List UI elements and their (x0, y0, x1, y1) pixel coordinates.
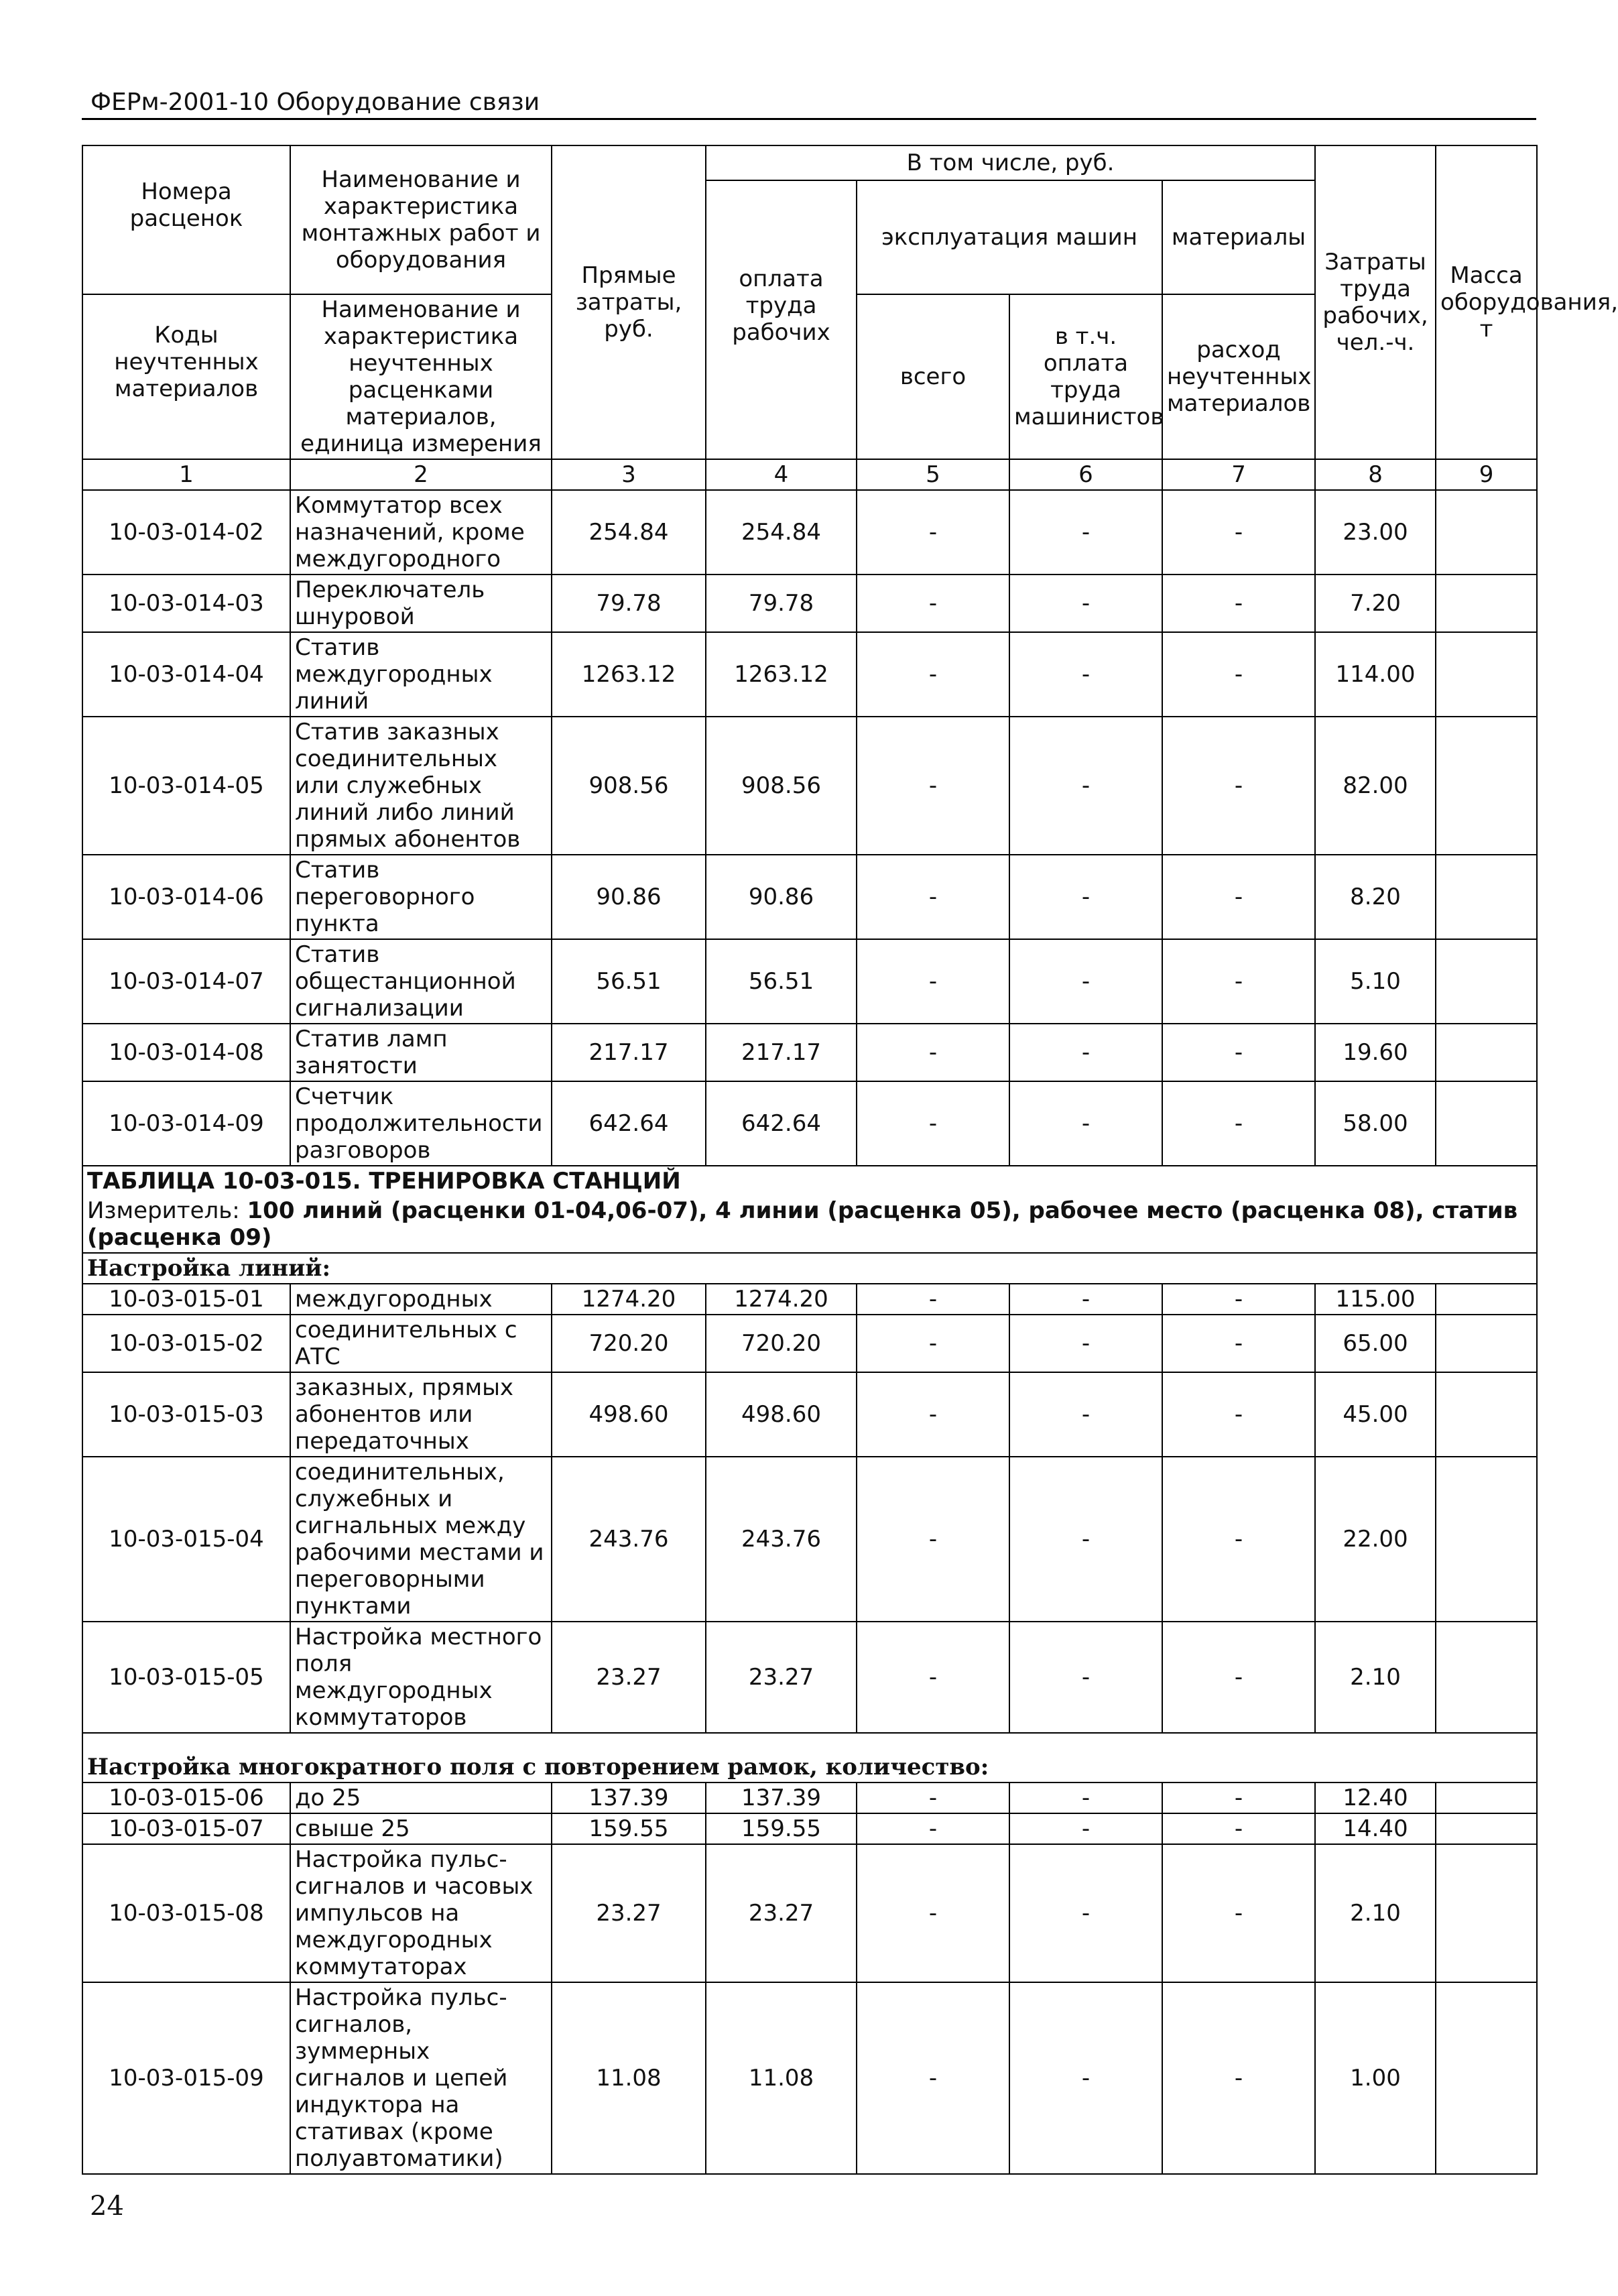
rate-code: 10-03-015-01 (82, 1284, 290, 1315)
equipment-mass (1436, 1813, 1537, 1844)
work-name: до 25 (290, 1783, 552, 1813)
labor-hours: 58.00 (1315, 1081, 1436, 1166)
table-row (82, 632, 1537, 717)
machine-operation: - (857, 490, 1009, 575)
materials: - (1162, 1024, 1315, 1081)
table-row (82, 1622, 1537, 1733)
table-row (82, 1081, 1537, 1166)
materials: - (1162, 1813, 1315, 1844)
machine-operation: - (857, 1982, 1009, 2174)
direct-costs: 1263.12 (552, 632, 706, 717)
materials: - (1162, 1783, 1315, 1813)
table-row (82, 1315, 1537, 1372)
machine-operation: - (857, 575, 1009, 632)
rate-code: 10-03-015-08 (82, 1844, 290, 1982)
machinist-pay: - (1009, 1315, 1162, 1372)
machinist-pay: - (1009, 1844, 1162, 1982)
rate-code: 10-03-014-03 (82, 575, 290, 632)
equipment-mass (1436, 1081, 1537, 1166)
machinist-pay: - (1009, 1622, 1162, 1733)
labor-pay: 137.39 (706, 1783, 857, 1813)
rate-code: 10-03-014-02 (82, 490, 290, 575)
machine-operation: - (857, 939, 1009, 1024)
materials: - (1162, 490, 1315, 575)
machinist-pay: - (1009, 575, 1162, 632)
labor-pay: 23.27 (706, 1622, 857, 1733)
labor-hours: 82.00 (1315, 717, 1436, 855)
labor-pay: 217.17 (706, 1024, 857, 1081)
labor-hours: 115.00 (1315, 1284, 1436, 1315)
machinist-pay: - (1009, 1457, 1162, 1622)
equipment-mass (1436, 939, 1537, 1024)
labor-pay: 1274.20 (706, 1284, 857, 1315)
header-total: всего (857, 294, 1009, 459)
machine-operation: - (857, 1284, 1009, 1315)
materials: - (1162, 855, 1315, 939)
table-row (82, 1284, 1537, 1315)
work-name: Настройка местного поля междугородных коммутаторов (290, 1622, 552, 1733)
direct-costs: 137.39 (552, 1783, 706, 1813)
labor-hours: 23.00 (1315, 490, 1436, 575)
rate-code: 10-03-014-04 (82, 632, 290, 717)
labor-hours: 114.00 (1315, 632, 1436, 717)
direct-costs: 159.55 (552, 1813, 706, 1844)
header-labor-pay: оплата труда рабочих (706, 180, 857, 459)
equipment-mass (1436, 717, 1537, 855)
direct-costs: 11.08 (552, 1982, 706, 2174)
header-rate-numbers: Номера расценок (82, 145, 290, 294)
table-row (82, 1844, 1537, 1982)
labor-hours: 45.00 (1315, 1372, 1436, 1457)
direct-costs: 642.64 (552, 1081, 706, 1166)
column-number: 9 (1436, 459, 1537, 490)
machinist-pay: - (1009, 939, 1162, 1024)
table-row (82, 855, 1537, 939)
machine-operation: - (857, 1024, 1009, 1081)
table-row (82, 1457, 1537, 1622)
machine-operation: - (857, 1844, 1009, 1982)
rate-code: 10-03-014-07 (82, 939, 290, 1024)
labor-pay: 90.86 (706, 855, 857, 939)
column-number: 5 (857, 459, 1009, 490)
materials: - (1162, 939, 1315, 1024)
materials: - (1162, 1081, 1315, 1166)
equipment-mass (1436, 1372, 1537, 1457)
column-numbers-row (82, 459, 1537, 490)
header-uncounted-codes: Коды неучтенных материалов (82, 294, 290, 459)
rate-code: 10-03-014-06 (82, 855, 290, 939)
equipment-mass (1436, 855, 1537, 939)
header-labor-costs: Затраты труда рабочих, чел.-ч. (1315, 145, 1436, 459)
labor-hours: 8.20 (1315, 855, 1436, 939)
table-015b-body (82, 1783, 1537, 2174)
header-name-bottom: Наименование и характеристика неучтенных расценками материалов, единица измерения (290, 294, 552, 459)
direct-costs: 23.27 (552, 1844, 706, 1982)
labor-hours: 14.40 (1315, 1813, 1436, 1844)
materials: - (1162, 1622, 1315, 1733)
table-015-title: ТАБЛИЦА 10-03-015. ТРЕНИРОВКА СТАНЦИЙ (82, 1166, 1537, 1196)
labor-hours: 5.10 (1315, 939, 1436, 1024)
table-row (82, 939, 1537, 1024)
materials: - (1162, 1372, 1315, 1457)
column-number: 1 (82, 459, 290, 490)
work-name: заказных, прямых абонентов или передаточных (290, 1372, 552, 1457)
work-name: Коммутатор всех назначений, кроме междугородного (290, 490, 552, 575)
direct-costs: 908.56 (552, 717, 706, 855)
running-header: ФЕРм-2001-10 Оборудование связи (90, 88, 540, 116)
header-materials: материалы (1162, 180, 1315, 294)
machine-operation: - (857, 1622, 1009, 1733)
table-row (82, 717, 1537, 855)
section-line-setup: Настройка линий: (82, 1253, 1537, 1284)
header-machine-operation: эксплуатация машин (857, 180, 1162, 294)
header-name-top: Наименование и характеристика монтажных работ и оборудования (290, 145, 552, 294)
direct-costs: 217.17 (552, 1024, 706, 1081)
labor-pay: 720.20 (706, 1315, 857, 1372)
machine-operation: - (857, 632, 1009, 717)
labor-pay: 254.84 (706, 490, 857, 575)
machinist-pay: - (1009, 1284, 1162, 1315)
equipment-mass (1436, 1315, 1537, 1372)
labor-hours: 12.40 (1315, 1783, 1436, 1813)
work-name: Статив междугородных линий (290, 632, 552, 717)
column-number: 4 (706, 459, 857, 490)
materials: - (1162, 717, 1315, 855)
table-015a-body (82, 1284, 1537, 1733)
direct-costs: 90.86 (552, 855, 706, 939)
labor-pay: 498.60 (706, 1372, 857, 1457)
machinist-pay: - (1009, 1081, 1162, 1166)
work-name: соединительных, служебных и сигнальных между рабочими местами и переговорными пунктами (290, 1457, 552, 1622)
labor-pay: 56.51 (706, 939, 857, 1024)
machinist-pay: - (1009, 1372, 1162, 1457)
equipment-mass (1436, 1982, 1537, 2174)
machine-operation: - (857, 717, 1009, 855)
rate-code: 10-03-015-03 (82, 1372, 290, 1457)
labor-pay: 23.27 (706, 1844, 857, 1982)
machine-operation: - (857, 1813, 1009, 1844)
column-number: 2 (290, 459, 552, 490)
equipment-mass (1436, 575, 1537, 632)
labor-hours: 19.60 (1315, 1024, 1436, 1081)
direct-costs: 720.20 (552, 1315, 706, 1372)
labor-hours: 1.00 (1315, 1982, 1436, 2174)
table-row (82, 1783, 1537, 1813)
machine-operation: - (857, 1315, 1009, 1372)
header-direct-costs: Прямые затраты, руб. (552, 145, 706, 459)
table-014-body (82, 490, 1537, 1166)
work-name: Статив заказных соединительных или служебных линий либо линий прямых абонентов (290, 717, 552, 855)
column-number: 8 (1315, 459, 1436, 490)
work-name: междугородных (290, 1284, 552, 1315)
work-name: Статив ламп занятости (290, 1024, 552, 1081)
meter-text: 100 линий (расценки 01-04,06-07), 4 линии (расценка 05), рабочее место (расценка 08), статив (расценка 09) (87, 1197, 1518, 1251)
materials: - (1162, 632, 1315, 717)
equipment-mass (1436, 1844, 1537, 1982)
rate-code: 10-03-014-05 (82, 717, 290, 855)
equipment-mass (1436, 632, 1537, 717)
work-name: Настройка пульс-сигналов и часовых импульсов на междугородных коммутаторах (290, 1844, 552, 1982)
labor-pay: 908.56 (706, 717, 857, 855)
machinist-pay: - (1009, 490, 1162, 575)
materials: - (1162, 1315, 1315, 1372)
machinist-pay: - (1009, 855, 1162, 939)
labor-hours: 2.10 (1315, 1622, 1436, 1733)
direct-costs: 56.51 (552, 939, 706, 1024)
table-row (82, 1813, 1537, 1844)
machine-operation: - (857, 855, 1009, 939)
work-name: Статив общестанционной сигнализации (290, 939, 552, 1024)
work-name: Счетчик продолжительности разговоров (290, 1081, 552, 1166)
machine-operation: - (857, 1457, 1009, 1622)
table-row (82, 1024, 1537, 1081)
work-name: Настройка пульс-сигналов, зуммерных сигналов и цепей индуктора на стативах (кроме полуавтоматики) (290, 1982, 552, 2174)
machinist-pay: - (1009, 1982, 1162, 2174)
section-multiple-field: Настройка многократного поля с повторением рамок, количество: (82, 1733, 1537, 1783)
table-row (82, 1372, 1537, 1457)
rate-code: 10-03-014-08 (82, 1024, 290, 1081)
machinist-pay: - (1009, 632, 1162, 717)
rate-code: 10-03-014-09 (82, 1081, 290, 1166)
equipment-mass (1436, 1457, 1537, 1622)
labor-hours: 2.10 (1315, 1844, 1436, 1982)
labor-pay: 642.64 (706, 1081, 857, 1166)
rate-code: 10-03-015-05 (82, 1622, 290, 1733)
meter-label: Измеритель: (87, 1197, 247, 1224)
labor-hours: 7.20 (1315, 575, 1436, 632)
equipment-mass (1436, 490, 1537, 575)
machinist-pay: - (1009, 1783, 1162, 1813)
machinist-pay: - (1009, 1024, 1162, 1081)
direct-costs: 498.60 (552, 1372, 706, 1457)
rate-code: 10-03-015-07 (82, 1813, 290, 1844)
machine-operation: - (857, 1372, 1009, 1457)
materials: - (1162, 1982, 1315, 2174)
rate-code: 10-03-015-02 (82, 1315, 290, 1372)
work-name: свыше 25 (290, 1813, 552, 1844)
labor-hours: 22.00 (1315, 1457, 1436, 1622)
machinist-pay: - (1009, 717, 1162, 855)
labor-pay: 79.78 (706, 575, 857, 632)
header-including: В том числе, руб. (706, 145, 1315, 180)
work-name: Переключатель шнуровой (290, 575, 552, 632)
rate-code: 10-03-015-04 (82, 1457, 290, 1622)
column-number: 7 (1162, 459, 1315, 490)
direct-costs: 79.78 (552, 575, 706, 632)
work-name: Статив переговорного пункта (290, 855, 552, 939)
header-equipment-mass: Масса оборудования, т (1436, 145, 1537, 459)
rate-code: 10-03-015-09 (82, 1982, 290, 2174)
machine-operation: - (857, 1783, 1009, 1813)
machine-operation: - (857, 1081, 1009, 1166)
materials: - (1162, 1457, 1315, 1622)
equipment-mass (1436, 1622, 1537, 1733)
rates-table (82, 145, 1618, 2175)
header-machinist-pay: в т.ч. оплата труда машинистов (1009, 294, 1162, 459)
labor-pay: 243.76 (706, 1457, 857, 1622)
column-number: 3 (552, 459, 706, 490)
equipment-mass (1436, 1024, 1537, 1081)
materials: - (1162, 575, 1315, 632)
equipment-mass (1436, 1284, 1537, 1315)
direct-costs: 243.76 (552, 1457, 706, 1622)
header-uncounted-material-use: расход неучтенных материалов (1162, 294, 1315, 459)
table-row (82, 490, 1537, 575)
machinist-pay: - (1009, 1813, 1162, 1844)
labor-hours: 65.00 (1315, 1315, 1436, 1372)
table-row (82, 1982, 1537, 2174)
labor-pay: 159.55 (706, 1813, 857, 1844)
header-rule (82, 118, 1536, 120)
column-number: 6 (1009, 459, 1162, 490)
labor-pay: 11.08 (706, 1982, 857, 2174)
direct-costs: 23.27 (552, 1622, 706, 1733)
direct-costs: 254.84 (552, 490, 706, 575)
labor-pay: 1263.12 (706, 632, 857, 717)
table-015-meter (82, 1196, 1537, 1253)
page-number: 24 (90, 2191, 124, 2222)
rate-code: 10-03-015-06 (82, 1783, 290, 1813)
work-name: соединительных с АТС (290, 1315, 552, 1372)
table-row (82, 575, 1537, 632)
materials: - (1162, 1284, 1315, 1315)
materials: - (1162, 1844, 1315, 1982)
equipment-mass (1436, 1783, 1537, 1813)
direct-costs: 1274.20 (552, 1284, 706, 1315)
